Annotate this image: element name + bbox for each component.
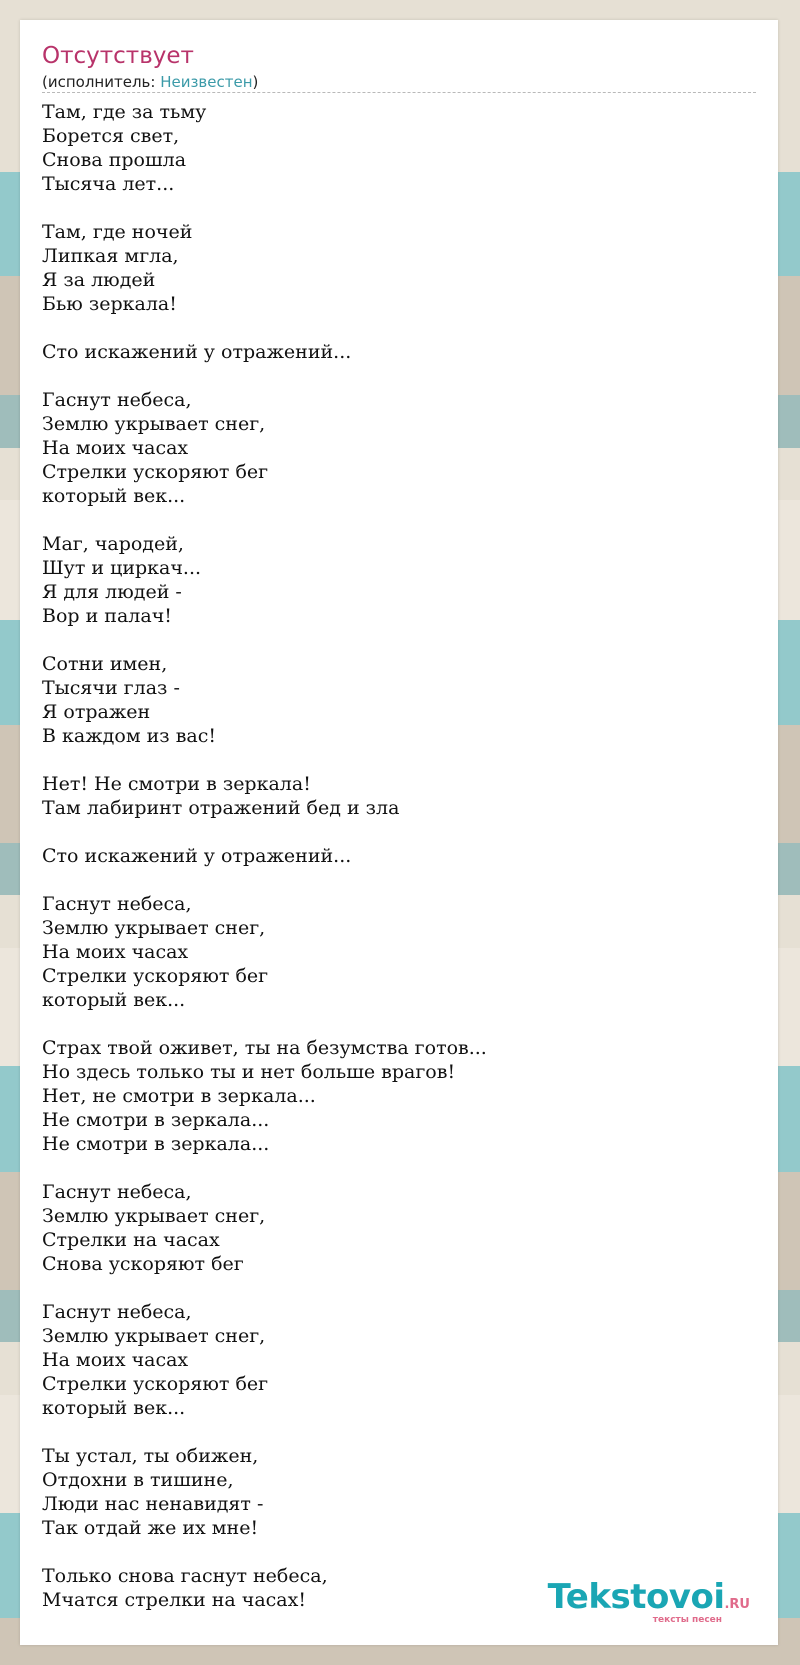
content-sheet: [20, 20, 778, 1645]
lyric-line: Шут и циркач...: [42, 557, 202, 579]
lyric-line: Ты устал, ты обижен,: [42, 1445, 259, 1467]
logo-tld: .RU: [724, 1597, 750, 1612]
lyric-line: который век...: [42, 1397, 186, 1419]
lyric-line: Нет, не смотри в зеркала...: [42, 1085, 316, 1107]
lyric-stanza-break: [42, 628, 756, 652]
lyric-line: Не смотри в зеркала...: [42, 1109, 270, 1131]
lyric-line: Гаснут небеса,: [42, 1181, 192, 1203]
lyric-line: На моих часах: [42, 941, 189, 963]
lyric-line: Бью зеркала!: [42, 293, 177, 315]
lyric-line: Землю укрывает снег,: [42, 917, 266, 939]
lyric-stanza-break: [42, 196, 756, 220]
lyric-line: Борется свет,: [42, 125, 180, 147]
lyric-line: Гаснут небеса,: [42, 389, 192, 411]
lyric-line: Мчатся стрелки на часах!: [42, 1589, 306, 1611]
lyric-line: Стрелки ускоряют бег: [42, 1373, 269, 1395]
lyric-line: Стрелки ускоряют бег: [42, 461, 269, 483]
lyric-line: Снова прошла: [42, 149, 187, 171]
lyric-line: Сто искажений у отражений...: [42, 341, 352, 363]
lyric-line: Отдохни в тишине,: [42, 1469, 234, 1491]
lyric-line: Страх твой оживет, ты на безумства готов...: [42, 1037, 487, 1059]
lyric-line: Землю укрывает снег,: [42, 1325, 266, 1347]
lyric-line: Тысячи глаз -: [42, 677, 180, 699]
lyric-line: Тысяча лет...: [42, 173, 175, 195]
artist-line: [42, 72, 756, 92]
lyric-stanza-break: [42, 748, 756, 772]
lyric-line: Не смотри в зеркала...: [42, 1133, 270, 1155]
lyric-line: Нет! Не смотри в зеркала!: [42, 773, 311, 795]
site-logo[interactable]: [548, 1579, 750, 1625]
lyric-stanza-break: [42, 1012, 756, 1036]
lyric-stanza-break: [42, 1156, 756, 1180]
lyric-line: На моих часах: [42, 1349, 189, 1371]
lyric-stanza-break: [42, 508, 756, 532]
lyrics-text: [42, 100, 756, 1612]
artist-prefix: (исполнитель:: [42, 73, 161, 91]
lyric-line: Стрелки ускоряют бег: [42, 965, 269, 987]
lyric-line: Гаснут небеса,: [42, 893, 192, 915]
lyric-line: Я отражен: [42, 701, 151, 723]
lyric-line: Снова ускоряют бег: [42, 1253, 244, 1275]
lyric-line: Землю укрывает снег,: [42, 413, 266, 435]
lyric-line: Сотни имен,: [42, 653, 168, 675]
lyric-line: который век...: [42, 485, 186, 507]
lyric-line: Я для людей -: [42, 581, 182, 603]
lyric-line: Землю укрывает снег,: [42, 1205, 266, 1227]
lyric-line: Стрелки на часах: [42, 1229, 220, 1251]
lyric-line: Так отдай же их мне!: [42, 1517, 259, 1539]
lyric-line: Только снова гаснут небеса,: [42, 1565, 328, 1587]
lyric-line: Там, где ночей: [42, 221, 193, 243]
lyric-line: Я за людей: [42, 269, 156, 291]
lyric-stanza-break: [42, 1540, 756, 1564]
lyric-line: Липкая мгла,: [42, 245, 179, 267]
lyric-line: Сто искажений у отражений...: [42, 845, 352, 867]
song-header: [42, 40, 756, 93]
lyric-stanza-break: [42, 868, 756, 892]
lyric-stanza-break: [42, 820, 756, 844]
lyric-stanza-break: [42, 364, 756, 388]
lyric-line: Там лабиринт отражений бед и зла: [42, 797, 400, 819]
lyric-line: Но здесь только ты и нет больше врагов!: [42, 1061, 456, 1083]
lyric-line: Там, где за тьму: [42, 101, 207, 123]
lyric-line: Люди нас ненавидят -: [42, 1493, 264, 1515]
logo-name: Tekstovoi: [547, 1577, 725, 1617]
song-title: Отсутствует: [42, 43, 194, 69]
lyric-line: В каждом из вас!: [42, 725, 217, 747]
lyric-stanza-break: [42, 1276, 756, 1300]
lyric-line: который век...: [42, 989, 186, 1011]
lyric-stanza-break: [42, 1420, 756, 1444]
lyric-line: На моих часах: [42, 437, 189, 459]
lyric-line: Вор и палач!: [42, 605, 172, 627]
artist-link[interactable]: Неизвестен: [160, 73, 253, 91]
lyric-stanza-break: [42, 316, 756, 340]
logo-tagline: тексты песен: [652, 1615, 722, 1625]
lyric-line: Гаснут небеса,: [42, 1301, 192, 1323]
lyric-line: Маг, чародей,: [42, 533, 184, 555]
artist-suffix: ): [252, 73, 259, 91]
